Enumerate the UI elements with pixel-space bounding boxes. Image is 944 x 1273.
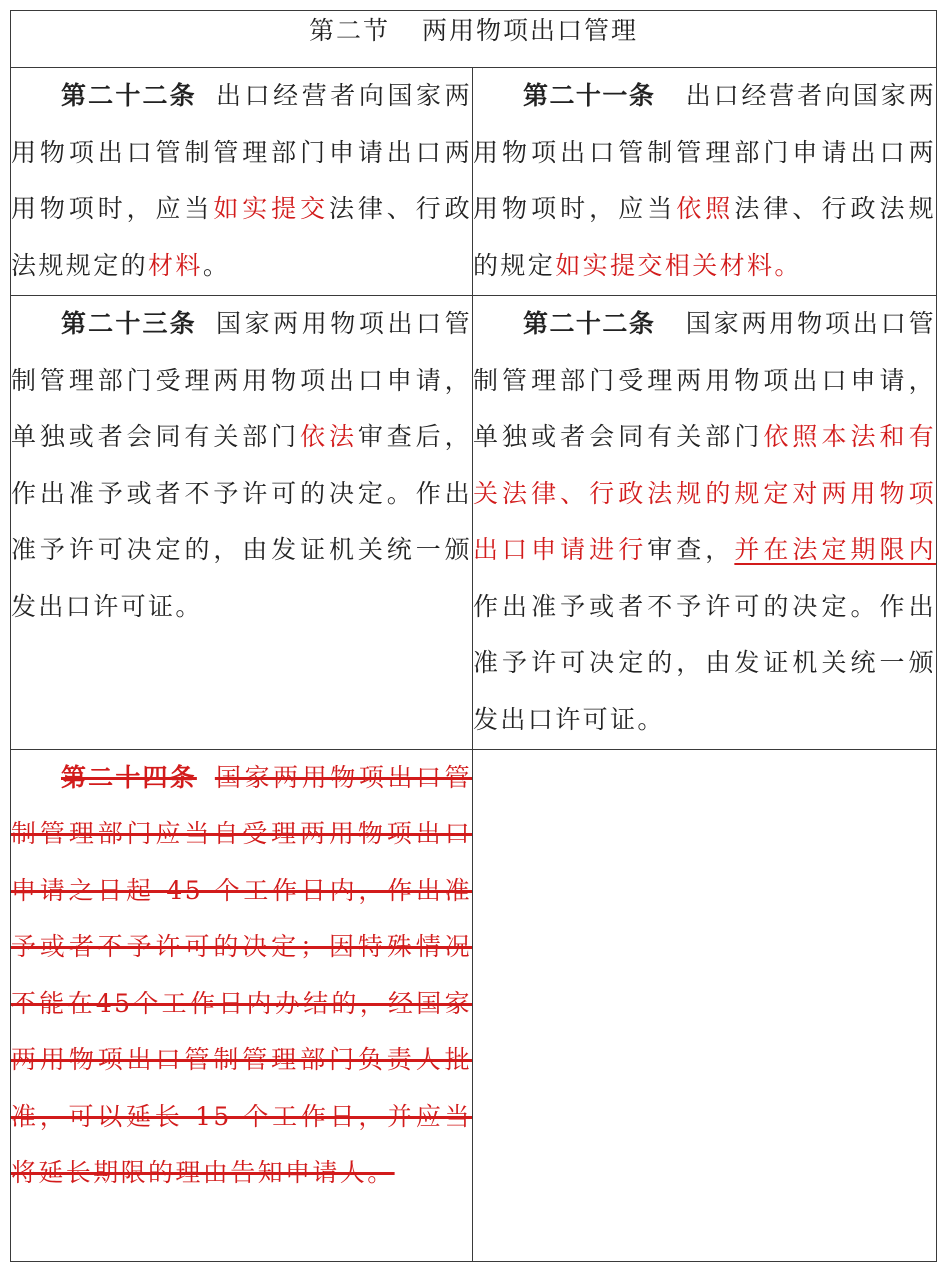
old-article-cell-24 (11, 749, 473, 1261)
comparison-page (10, 10, 936, 1262)
changed-underlined-text: 并在法定期限内 (734, 535, 936, 565)
article-text: 出口经营者向国家两用物项出口管制管理部门申请出口两用物项时，应当 (11, 81, 472, 224)
changed-text: 依照本法和有关法律、行政法规的规定对两用物项出口申请进行 (473, 422, 936, 565)
article-text: 。 (202, 250, 231, 280)
new-article-cell-22 (473, 296, 937, 749)
section-title: 两用物项出口管理 (422, 16, 639, 45)
changed-text: 如实提交相关材料 (555, 250, 775, 280)
old-article-cell-22 (11, 68, 473, 296)
comparison-row-2 (11, 296, 937, 749)
article-number: 第二十二条 (523, 309, 656, 339)
article-text: 出口经营者向国家两用物项出口管制管理部门申请出口两用物项时，应当 (473, 81, 936, 224)
new-article-cell-21 (473, 68, 937, 296)
article-text: 作出准予或者不予许可的决定。作出准予许可决定的，由发证机关统一颁发出口许可证。 (473, 591, 936, 734)
new-article-21-text (473, 68, 936, 294)
comparison-row-3 (11, 749, 937, 1261)
article-text: 法律、行政法规规定的 (11, 194, 472, 280)
old-article-23-text (11, 296, 472, 635)
article-number: 第二十一条 (523, 81, 656, 111)
article-text: 国家两用物项出口管制管理部门受理两用物项出口申请，单独或者会同有关部门 (11, 309, 472, 452)
section-header (11, 11, 937, 68)
deleted-text: 国家两用物项出口管制管理部门应当自受理两用物项出口申请之日起 45 个工作日内，作出准予或者不予许可的决定；因特殊情况不能在45个工作日内办结的，经国家两用物项出口管制管理部门负责人批准，可以延长 15 个工作日，并应当将延长期限的理由告知申请人。 (11, 762, 472, 1188)
section-label: 第二节 (308, 16, 390, 45)
comparison-row-1 (11, 68, 937, 296)
deleted-article-24-text (11, 750, 472, 1202)
empty-cell (473, 749, 937, 1261)
section-header-row (11, 11, 937, 68)
article-text: 审查后，作出准予或者不予许可的决定。作出准予许可决定的，由发证机关统一颁发出口许可证。 (11, 422, 472, 621)
changed-text: 材料 (148, 250, 203, 280)
article-text: 国家两用物项出口管制管理部门受理两用物项出口申请，单独或者会同有关部门 (473, 309, 936, 452)
article-number: 第二十二条 (61, 81, 197, 111)
old-article-22-text (11, 68, 472, 294)
law-comparison-table (10, 10, 937, 1262)
changed-text: 如实提交 (213, 194, 329, 224)
changed-text: 依照 (676, 194, 735, 224)
article-text: 法律、行政法规的规定 (473, 194, 936, 280)
old-article-cell-23 (11, 296, 473, 749)
changed-text: 。 (774, 250, 802, 280)
new-article-22-text (473, 296, 936, 748)
article-number: 第二十三条 (61, 309, 197, 339)
article-text: 审查， (647, 535, 735, 565)
article-number: 第二十四条 (61, 762, 197, 792)
changed-text: 依法 (300, 422, 358, 452)
